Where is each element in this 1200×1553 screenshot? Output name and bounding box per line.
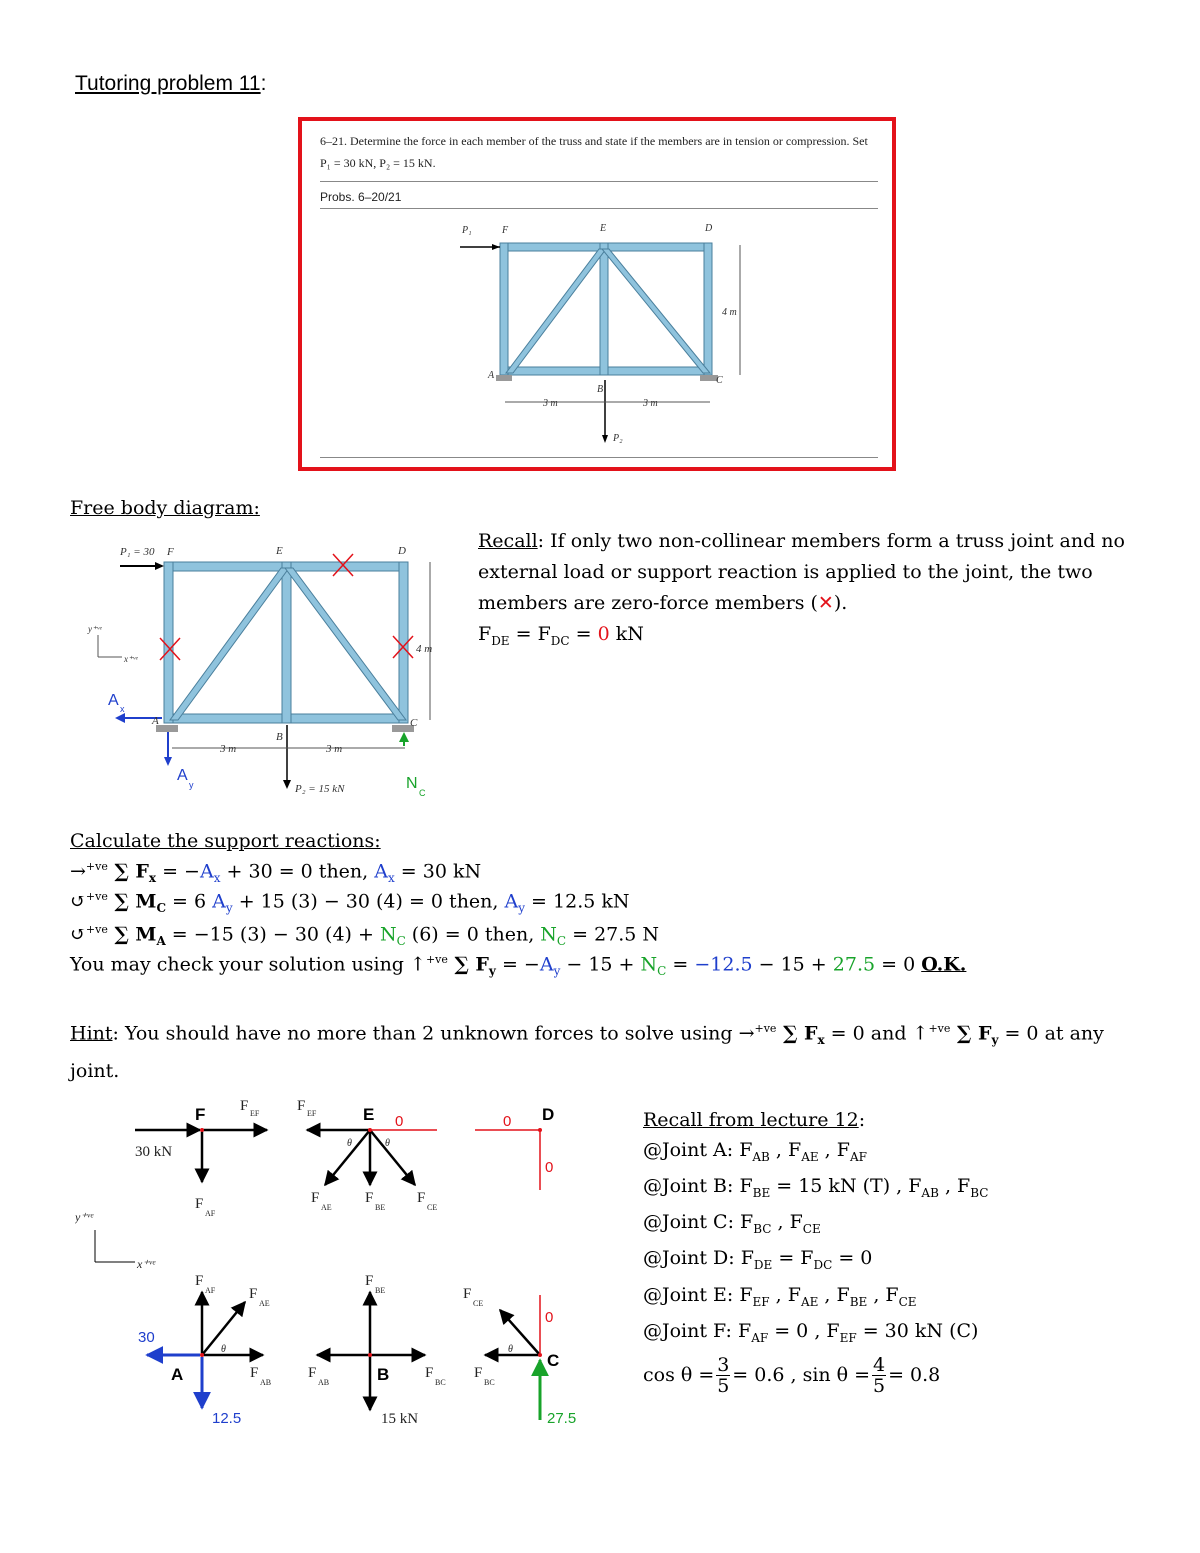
joint-a-fab: F xyxy=(250,1365,259,1381)
label-ay-sub: y xyxy=(189,780,194,790)
joint-b-members: @Joint B: $F_{BE} = 15$ kN (T) , $F_{AB}$ , $F_{BC}$ xyxy=(643,1174,989,1200)
joint-a-fae: F xyxy=(249,1286,258,1302)
zero-force-equation: $F_{DE} = F_{DC} = 0$ kN xyxy=(478,623,644,648)
label-dim2: 3 m xyxy=(326,743,343,755)
support-a xyxy=(156,725,178,732)
label-height: 4 m xyxy=(416,643,433,655)
problem-divider xyxy=(320,457,878,458)
svg-text:BE: BE xyxy=(375,1203,386,1212)
reaction-eq-ma: ↺$^{+ve}$ ∑ $M_A = -15$ (3) − 30 $(4) + N_C$ (6) = 0 then, $N_C = 27.5$ N xyxy=(70,923,660,949)
joint-d-zero-horizontal: 0 xyxy=(503,1113,512,1130)
joint-b-15kn: 15 kN xyxy=(381,1411,419,1427)
fbd-figure xyxy=(80,540,460,810)
label-a: A xyxy=(152,715,159,727)
joint-e-fae: F xyxy=(311,1190,320,1206)
joint-b-label: B xyxy=(377,1365,390,1384)
support-a xyxy=(496,375,512,381)
recall-note: Recall: If only two non-collinear members form a truss joint and no external load or support reaction is applied to the joint, the two members are zero-force members (✕). $F_{DE} = F_{DC} = 0$ kN xyxy=(478,530,1125,648)
zero-force-symbol: ✕ xyxy=(817,592,834,614)
member-ec xyxy=(602,249,710,373)
label-p1: P₁ xyxy=(462,225,472,236)
label-dim1: 3 m xyxy=(220,743,237,755)
lecture-recall xyxy=(643,1106,1163,1396)
reaction-eq-mc: ↺$^{+ve}$ ∑ $M_C = 6$ $A_y + 15$ (3) − 30 (4) = 0 then, $A_y = 12.5$ kN xyxy=(70,890,630,916)
member-ec xyxy=(285,568,406,720)
joint-c-theta: θ xyxy=(508,1344,513,1355)
joint-a-125: 12.5 xyxy=(212,1410,242,1427)
label-p2: P₂ = 15 kN xyxy=(295,783,345,795)
svg-text:AB: AB xyxy=(260,1378,272,1387)
label-c: C xyxy=(716,375,723,386)
joint-e-node xyxy=(368,1128,372,1132)
joint-d-zero-vertical: 0 xyxy=(545,1159,554,1176)
joint-c-fbc: F xyxy=(474,1365,483,1381)
svg-text:AB: AB xyxy=(318,1378,330,1387)
joint-e-label: E xyxy=(363,1105,375,1124)
member-dc xyxy=(704,243,712,375)
page-title: Tutoring problem 11: xyxy=(75,72,267,95)
svg-text:BC: BC xyxy=(435,1378,446,1387)
problem-statement: 6–21. Determine the force in each member of the truss and state if the members are in tension or compression. Set P₁ = 30 kN, P₂ = 15 kN. xyxy=(320,134,868,170)
svg-text:AF: AF xyxy=(205,1209,216,1218)
joint-axis-x: x⁺ᵛᵉ xyxy=(137,1257,156,1271)
joint-c-zero: 0 xyxy=(545,1309,554,1326)
joint-c-members: @Joint C: $F_{BC}$ , $F_{CE}$ xyxy=(643,1211,821,1236)
problem-divider xyxy=(320,181,878,182)
joint-e-fbe: F xyxy=(365,1190,374,1206)
joint-f-30kn: 30 kN xyxy=(135,1144,173,1160)
member-be xyxy=(282,562,291,723)
joint-e-members: @Joint E: $F_{EF}$ , $F_{AE}$ , $F_{BE}$ , $F_{CE}$ xyxy=(643,1283,917,1309)
joint-b-node xyxy=(368,1353,372,1357)
joint-c-275: 27.5 xyxy=(547,1410,577,1427)
joint-a-faf: F xyxy=(195,1273,204,1289)
joint-e-fef: F xyxy=(297,1098,306,1114)
joint-axis-y: y⁺ᵛᵉ xyxy=(75,1210,94,1224)
joint-f-node xyxy=(200,1128,204,1132)
joint-a-theta: θ xyxy=(221,1344,226,1355)
hint-note: Hint: You should have no more than 2 unknown forces to solve using →$^{+ve}$ ∑ $F_x = 0$ and ↑$^{+ve}$ ∑ $F_y = 0$ at any joint. xyxy=(70,1022,1104,1083)
joint-f-members: @Joint F: $F_{AF} = 0$ , $F_{EF} = 30$ kN (C) xyxy=(643,1319,979,1345)
joint-f-fef: F xyxy=(240,1098,249,1114)
joint-c-node xyxy=(538,1353,542,1357)
joint-e-fce-arrow xyxy=(370,1130,415,1185)
joint-e-theta-right: θ xyxy=(385,1138,390,1149)
reaction-eq-fx: →$^{+ve}$ ∑ $F_x = -A_x + 30 = 0$ then, $A_x = 30$ kN xyxy=(70,860,482,886)
problem-divider xyxy=(320,208,878,209)
joint-d-node xyxy=(538,1128,542,1132)
recall-label: Recall xyxy=(478,530,538,552)
lecture-heading: Recall from lecture 12: xyxy=(643,1109,866,1131)
svg-text:BE: BE xyxy=(375,1286,386,1295)
joint-e-fce: F xyxy=(417,1190,426,1206)
joint-b-fab: F xyxy=(308,1365,317,1381)
svg-text:AE: AE xyxy=(321,1203,332,1212)
member-af xyxy=(164,562,173,723)
svg-text:EF: EF xyxy=(250,1109,260,1118)
joint-b-fbc: F xyxy=(425,1365,434,1381)
joint-e-theta-left: θ xyxy=(347,1138,352,1149)
svg-text:AF: AF xyxy=(205,1286,216,1295)
joint-f-faf: F xyxy=(195,1196,204,1212)
joint-f-label: F xyxy=(195,1105,206,1124)
label-y-axis: y⁺ᵛᵉ xyxy=(88,624,102,634)
label-f: F xyxy=(502,225,509,236)
label-ax: A xyxy=(108,692,119,709)
fbd-heading: Free body diagram: xyxy=(70,497,260,519)
label-ay: A xyxy=(177,767,188,784)
joint-d-members: @Joint D: $F_{DE} = F_{DC} = 0$ xyxy=(643,1247,873,1273)
joint-a-members: @Joint A: $F_{AB}$ , $F_{AE}$ , $F_{AF}$ xyxy=(643,1138,867,1164)
joint-a-30: 30 xyxy=(138,1329,155,1346)
label-nc: N xyxy=(406,775,418,792)
joint-c-fce: F xyxy=(463,1286,472,1302)
label-p2: P₂ xyxy=(613,433,623,444)
reaction-check: You may check your solution using ↑$^{+ve}$ ∑ $F_y = -A_y - 15 + N_C = -12.5 - 15 + 27.5 = 0$ O.K. xyxy=(70,953,967,979)
joint-c-label: C xyxy=(547,1351,560,1370)
joint-b-fbe: F xyxy=(365,1273,374,1289)
svg-text:CE: CE xyxy=(427,1203,438,1212)
label-e: E xyxy=(600,223,607,234)
joint-c-fce-arrow xyxy=(500,1310,540,1355)
joint-d-label: D xyxy=(542,1105,555,1124)
label-a: A xyxy=(488,370,495,381)
label-nc-sub: C xyxy=(419,788,426,798)
label-b: B xyxy=(597,384,604,395)
member-af xyxy=(500,243,508,375)
label-d: D xyxy=(705,223,713,234)
label-ax-sub: x xyxy=(120,704,125,714)
joint-e-zero: 0 xyxy=(395,1113,404,1130)
joint-diagrams xyxy=(75,1090,615,1435)
joint-a-label: A xyxy=(171,1365,184,1384)
label-height: 4 m xyxy=(722,307,737,318)
svg-text:BC: BC xyxy=(484,1378,495,1387)
reactions-heading: Calculate the support reactions: xyxy=(70,830,381,852)
label-dim1: 3 m xyxy=(543,398,558,409)
problem-figure-label: Probs. 6–20/21 xyxy=(320,190,402,204)
label-dim2: 3 m xyxy=(643,398,658,409)
label-f: F xyxy=(167,546,174,558)
member-be xyxy=(600,243,608,375)
member-ae xyxy=(506,249,606,373)
label-x-axis: x⁺ᵛᵉ xyxy=(124,654,138,664)
trig-values: cos θ = $\frac{3}{5}$ = 0.6 , sin θ = $\frac{4}{5}$ = 0.8 xyxy=(643,1354,941,1398)
problem-truss-figure xyxy=(300,215,890,450)
svg-text:CE: CE xyxy=(473,1299,484,1308)
svg-text:AE: AE xyxy=(259,1299,270,1308)
svg-text:EF: EF xyxy=(307,1109,317,1118)
label-c: C xyxy=(410,717,418,729)
label-b: B xyxy=(276,731,283,743)
member-ae xyxy=(170,568,289,720)
label-d: D xyxy=(398,545,406,557)
label-p1: P₁ = 30 xyxy=(120,546,155,558)
label-e: E xyxy=(276,545,283,557)
joint-a-node xyxy=(200,1353,204,1357)
